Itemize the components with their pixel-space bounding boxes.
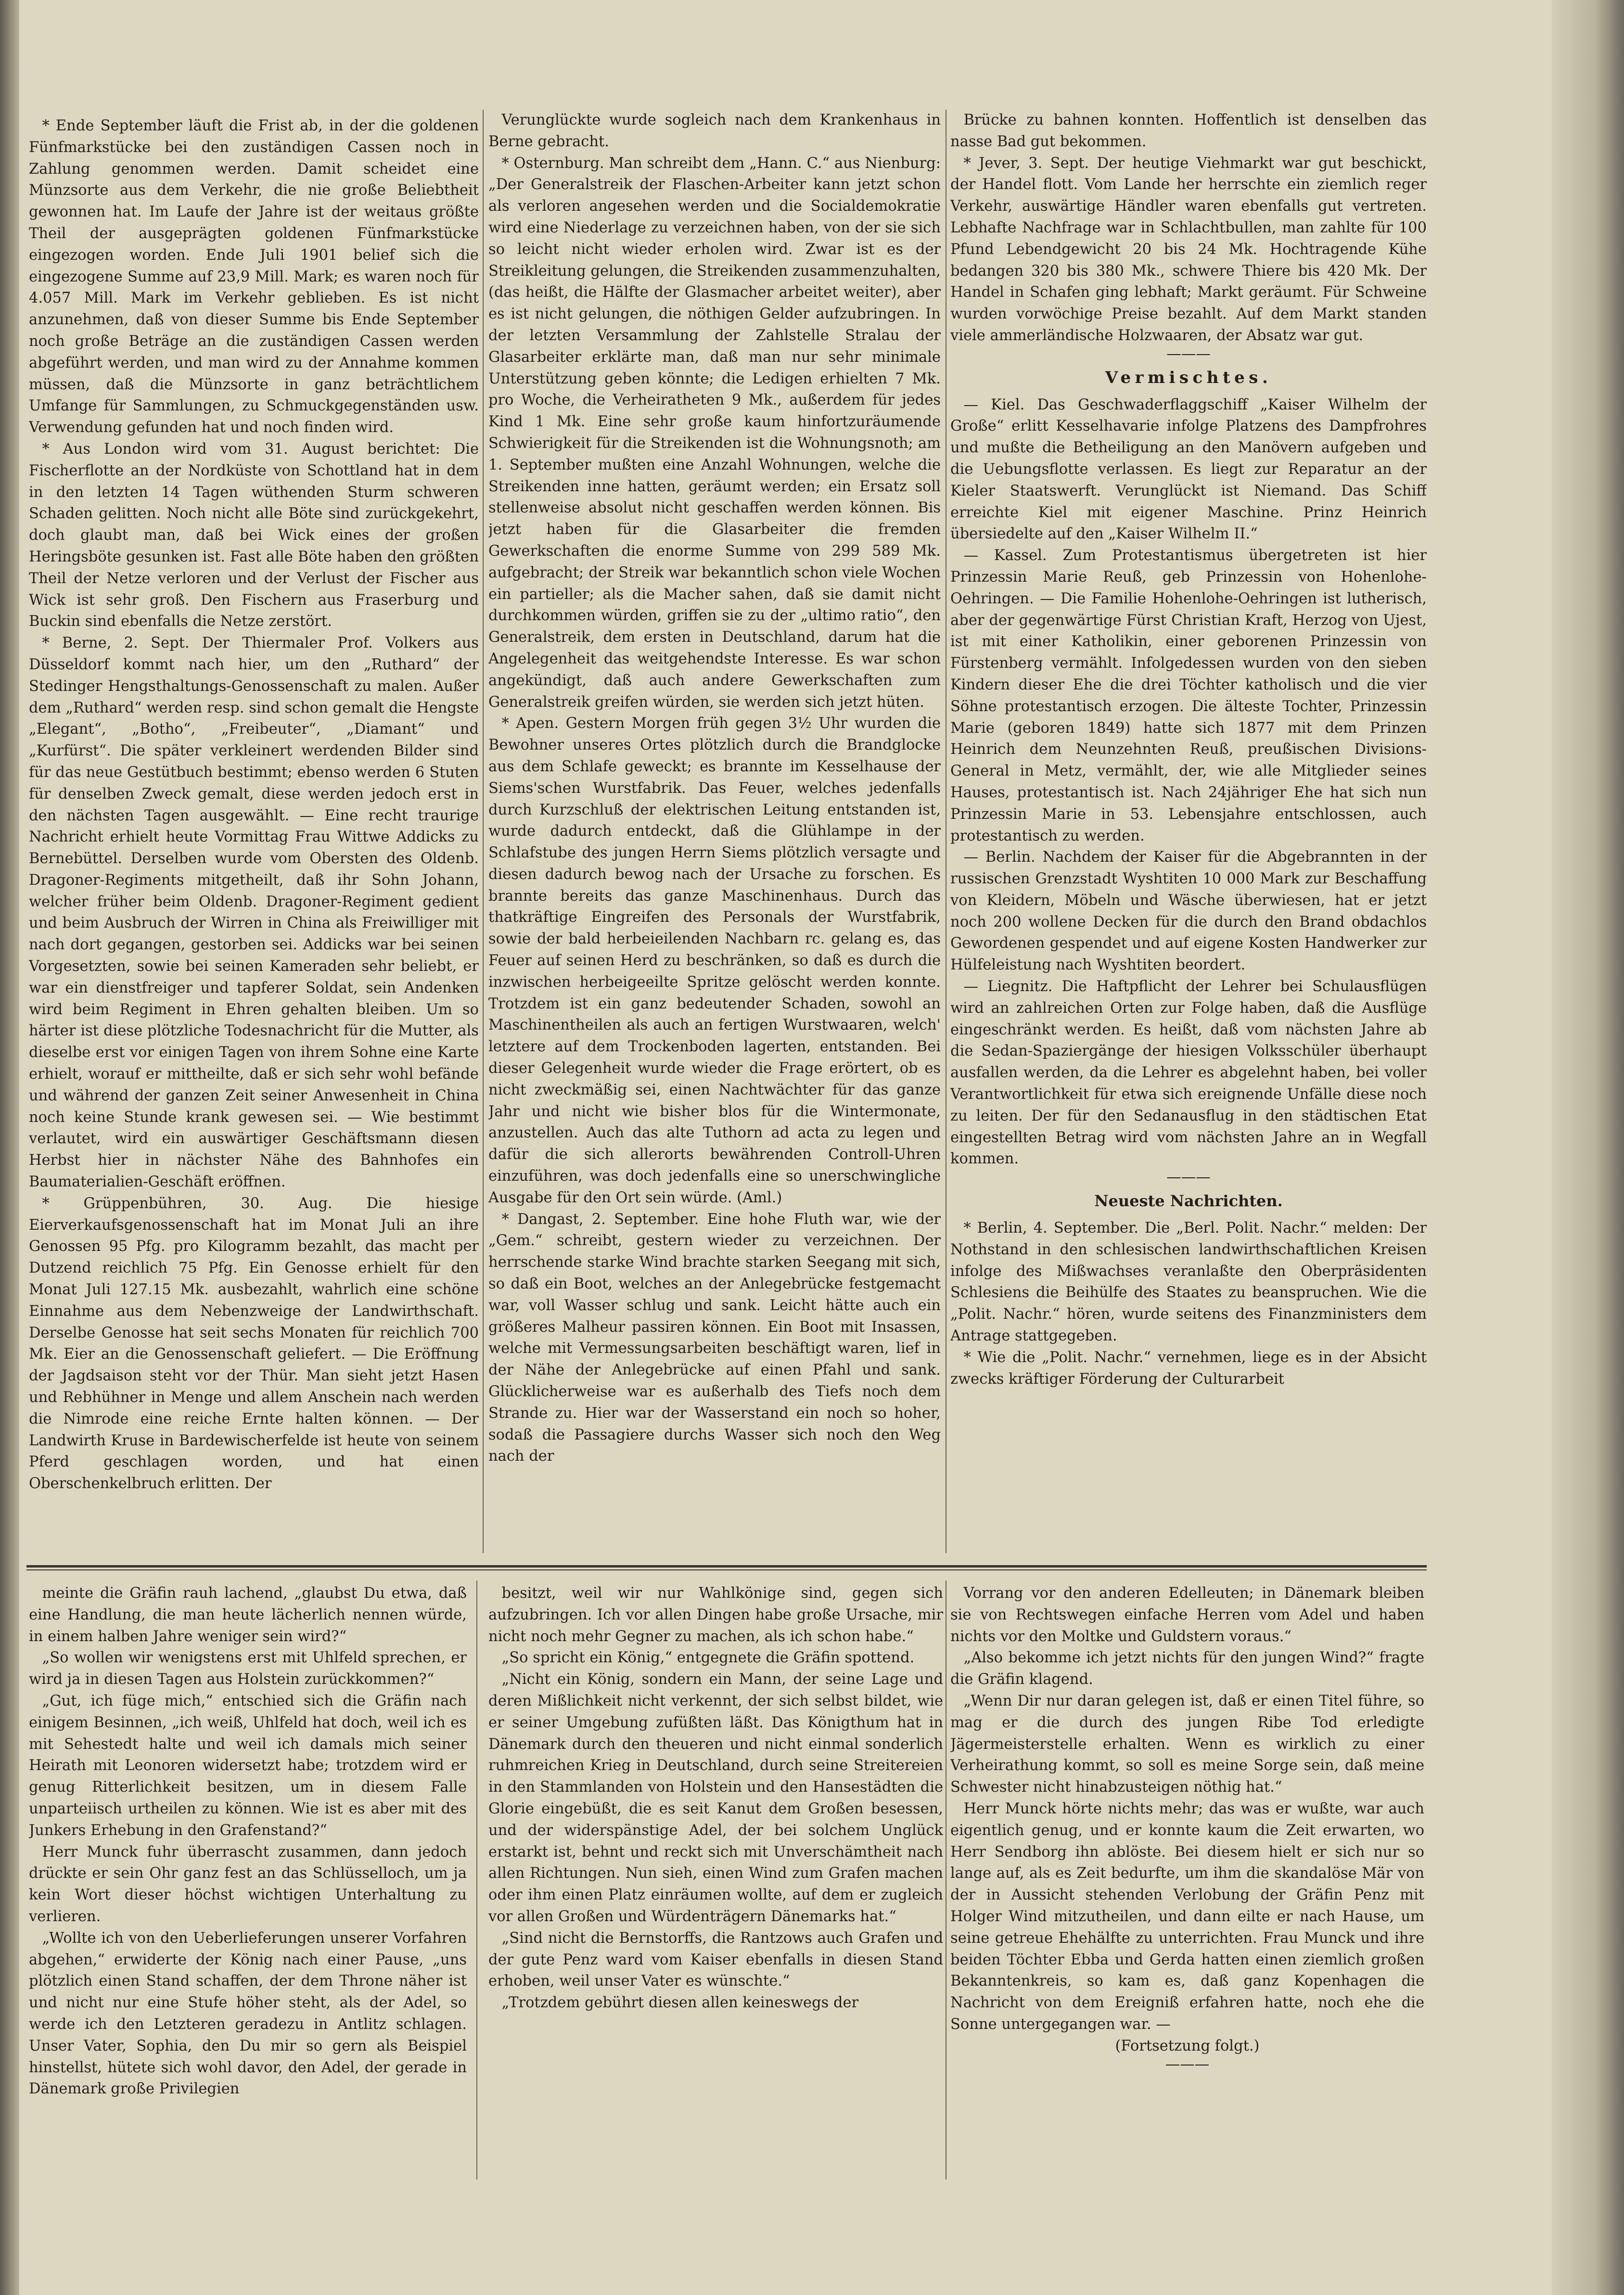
article-liegnitz: — Liegnitz. Die Haftpflicht der Lehrer bei Schulausflügen wird an zahlreichen Orten zur Folge haben, daß die Ausflüge eingeschränkt werden. Es heißt, daß vom nächsten Jahre ab die Sedan-Spaziergänge der hiesigen Volksschüler überhaupt ausfallen werden, da die Lehrer es abgelehnt haben, bei voller Verantwortlichkeit für etwa sich ereignende Unfälle diese noch zu leiten. Der für den Sedanausflug in den städtischen Etat eingestellten Betrag wird vom nächsten Jahre an in Wegfall kommen. [950, 978, 1427, 1168]
article-berne-continued: Verunglückte wurde sogleich nach dem Krankenhaus in Berne gebracht. [488, 112, 941, 150]
article-muenzen: * Ende September läuft die Frist ab, in der die goldenen Fünfmarkstücke bei den zuständigen Cassen noch in Zahlung genommen werden. Damit scheidet eine Münzsorte aus dem Verkehr, die nie große Beliebtheit gewonnen hat. Im Laufe der Jahre ist der weitaus größte Theil der ausgeprägten goldenen Fünfmarkstücke eingezogen worden. Ende Juli 1901 belief sich die eingezogene Summe auf 23,9 Mill. Mark; es waren noch für 4.057 Mill. Mark im Verkehr geblieben. Es ist nicht anzunehmen, daß von dieser Summe bis Ende September noch große Beträge an die zuständigen Cassen werden abgeführt werden, und man wird zu der Annahme kommen müssen, daß die Münzsorte in ganz beträchtlichem Umfange für Sammlungen, zu Schmuckgegenständen usw. Verwendung gefunden hat und noch finden wird. [29, 117, 479, 436]
article-polit-nachr: * Wie die „Polit. Nachr.“ vernehmen, liege es in der Absicht zwecks kräftiger Förderung der Culturarbeit [950, 1349, 1427, 1388]
feuilleton-rule [26, 1565, 1427, 1568]
novel-paragraph: „Also bekomme ich jetzt nichts für den jungen Wind?“ fragte die Gräfin klagend. [950, 1649, 1424, 1688]
article-kiel: — Kiel. Das Geschwaderflaggschiff „Kaiser Wilhelm der Große“ erlitt Kesselhavarie infolge Platzens des Dampfrohres und mußte die Betheiligung an den Manövern aufgeben und die Uebungsflotte verlassen. Es liegt zur Reparatur an der Kieler Staatswerft. Verunglückt ist Niemand. Das Schiff erreichte Kiel mit eigener Maschine. Prinz Heinrich übersiedelte auf den „Kaiser Wilhelm II.“ [950, 396, 1427, 543]
column-divider [483, 110, 484, 1553]
article-jever: * Jever, 3. Sept. Der heutige Viehmarkt war gut beschickt, der Handel flott. Vom Lande her herrschte ein ziemlich reger Verkehr, auswärtige Händler waren ebenfalls gut vertreten. Lebhafte Nachfrage war in Schlachtbullen, man zahlte für 100 Pfund Lebendgewicht 20 bis 24 Mk. Hochtragende Kühe bedangen 320 bis 380 Mk., schwere Thiere bis 420 Mk. Der Handel in Schafen ging lebhaft; Markt geräumt. Für Schweine wurden vorwöchige Preise bezahlt. Auf dem Markt standen viele ammerländische Holzwaaren, der Absatz war gut. [950, 154, 1427, 344]
novel-paragraph: Herr Munck fuhr überrascht zusammen, dann jedoch drückte er sein Ohr ganz fest an das Schlüsselloch, um ja kein Wort dieser höchst wichtigen Unterhaltung zu verlieren. [29, 1843, 467, 1925]
feuilleton-column-1 [29, 1583, 467, 2180]
article-berne: * Berne, 2. Sept. Der Thiermaler Prof. Volkers aus Düsseldorf kommt nach hier, um den „Ruthard“ der Stedinger Hengsthaltungs-Genossenschaft zu malen. Außer dem „Ruthard“ werden resp. sind schon gemalt die Hengste „Elegant“, „Botho“, „Freibeuter“, „Diamant“ und „Kurfürst“. Die später verkleinert werdenden Bilder sind für das neue Gestütbuch bestimmt; ebenso werden 6 Stuten für denselben Zweck gemalt, diese werden jedoch erst in den nächsten Tagen ausgewählt. — Eine recht traurige Nachricht erhielt heute Vormittag Frau Wittwe Addicks zu Bernebüttel. Derselben wurde vom Obersten des Oldenb. Dragoner-Regiments mitgetheilt, daß ihr Sohn Johann, welcher früher beim Oldenb. Dragoner-Regiment gedient und beim Ausbruch der Wirren in China als Freiwilliger mit nach dort gegangen, gestorben sei. Addicks war bei seinen Vorgesetzten, sowie bei seinen Kameraden sehr beliebt, er war ein dienstfreiger und tapferer Soldat, sein Andenken wird beim Regiment in Ehren gehalten bleiben. Um so härter ist diese plötzliche Todesnachricht für die Mutter, als dieselbe erst vor einigen Tagen von ihrem Sohne eine Karte erhielt, worauf er mittheilte, daß er sich sehr wohl befände und während der ganzen Zeit seiner Anwesenheit in China noch keine Stunde krank gewesen sei. — Wie bestimmt verlautet, wird ein auswärtiger Geschäftsmann diesen Herbst hier in nächster Nähe des Bahnhofes ein Baumaterialien-Geschäft eröffnen. [29, 635, 479, 1191]
section-heading-vermischtes: Vermischtes. [1105, 368, 1272, 387]
page-edge-margin [1552, 0, 1624, 2295]
novel-paragraph: Herr Munck hörte nichts mehr; das was er wußte, war auch eigentlich genug, und er konnte kaum die Zeit erwarten, wo Herr Sendborg ihn ablöste. Bei diesem hielt er sich nur so lange auf, als es Zeit bedurfte, um ihm die skandalöse Mär von der in Aussicht stehenden Verlobung der Gräfin Penz mit Holger Wind mitzutheilen, und dann eilte er nach Hause, um seine getreue Ehehälfte zu unterrichten. Frau Munck und ihre beiden Töchter Ebba und Gerda hatten einen ziemlich großen Bekanntenkreis, so kam es, daß ganz Kopenhagen die Nachricht von dem Ereigniß erfahren hatte, noch ehe die Sonne untergegangen war. — [950, 1800, 1424, 2033]
article-kassel: — Kassel. Zum Protestantismus übergetreten ist hier Prinzessin Marie Reuß, geb Prinzessin von Hohenlohe-Oehringen. — Die Familie Hohenlohe-Oehringen ist lutherisch, aber der gegenwärtige Fürst Christian Kraft, Herzog von Ujest, ist mit einer Katholikin, einer geborenen Prinzessin von Fürstenberg vermählt. Infolgedessen wurden von den sieben Kindern dieser Ehe die drei Töchter katholisch und die vier Söhne protestantisch erzogen. Die älteste Tochter, Prinzessin Marie (geboren 1849) hatte sich 1877 mit dem Prinzen Heinrich dem Neunzehnten Reuß, preußischen Divisions-General in Metz, vermählt, der, wie alle Mitglieder seines Hauses, protestantisch ist. Nach 24jähriger Ehe hat sich nun Prinzessin Marie in 53. Lebensjahre entschlossen, auch protestantisch zu werden. [950, 547, 1427, 844]
news-column-2 [488, 110, 941, 1553]
section-separator: ——— [1166, 345, 1211, 362]
novel-paragraph: „Trotzdem gebührt diesen allen keineswegs der [501, 1994, 859, 2012]
novel-paragraph: „So spricht ein König,“ entgegnete die Gräfin spottend. [501, 1649, 915, 1667]
novel-paragraph: „Wollte ich von den Ueberlieferungen unserer Vorfahren abgehen,“ erwiderte der König nach einer Pause, „uns plötzlich einen Stand schaffen, der dem Throne näher ist und nicht nur eine Stufe höher steht, als der Adel, so werde ich den Letzteren geradezu in Antlitz schlagen. Unser Vater, Sophia, den Du mir so gern als Beispiel hinstellst, hütete sich wohl davor, den Adel, der gerade in Dänemark große Privilegien [29, 1929, 467, 2098]
article-dangast-continued: Brücke zu bahnen konnten. Hoffentlich ist denselben das nasse Bad gut bekommen. [950, 112, 1427, 150]
news-column-1 [29, 115, 479, 1552]
article-grueppenbuehren: * Grüppenbühren, 30. Aug. Die hiesige Eierverkaufsgenossenschaft hat im Monat Juli an ihre Genossen 95 Pfg. pro Kilogramm bezahlt, das macht per Dutzend reichlich 75 Pfg. Ein Genosse erhielt für den Monat Juli 127.15 Mk. ausbezahlt, wahrlich eine schöne Einnahme aus dem Nebenzweige der Landwirthschaft. Derselbe Genosse hat seit sechs Monaten für reichlich 700 Mk. Eier an die Genossenschaft geliefert. — Die Eröffnung der Jagdsaison steht vor der Thür. Man sieht jetzt Hasen und Rebhühner in Menge und allem Anschein nach werden die Nimrode eine reiche Ernte halten können. — Der Landwirth Kruse in Bardewischerfelde ist heute von seinem Pferd geschlagen worden, und hat einen Oberschenkelbruch erlitten. Der [29, 1195, 479, 1492]
novel-paragraph: „Sind nicht die Bernstorffs, die Rantzows auch Grafen und der gute Penz ward vom Kaiser ebenfalls in diesen Stand erhoben, weil unser Vater es wünschte.“ [488, 1929, 943, 1990]
novel-paragraph: „Nicht ein König, sondern ein Mann, der seine Lage und deren Mißlichkeit nicht verkennt, der sich selbst bildet, wie er seiner Umgebung zufüßten läßt. Das Königthum hat in Dänemark durch den theueren und nicht einmal sonderlich ruhmreichen Krieg in Deutschland, durch seine Streitereien in den Stammlanden von Holstein und den Hansestädten die Glorie eingebüßt, die es seit Kanut dem Großen besessen, und der widerspänstige Adel, der bei solchem Unglück erstarkt ist, behnt und reckt sich mit Unverschämtheit nach allen Richtungen. Nun sieh, einen Wind zum Grafen machen oder ihm einen Platz einräumen wollte, auf dem er zugleich vor allen Großen und Würdenträgern Dänemarks hat.“ [488, 1671, 943, 1925]
book-gutter [0, 0, 19, 2295]
article-dangast: * Dangast, 2. September. Eine hohe Fluth war, wie der „Gem.“ schreibt, gestern wieder zu verzeichnen. Der herrschende starke Wind brachte starken Seegang mit sich, so daß ein Boot, welches an der Anlegebrücke festgemacht war, voll Wasser schlug und sank. Leicht hätte auch ein größeres Malheur passiren können. Ein Boot mit Insassen, welche mit Vermessungsarbeiten beschäftigt waren, lief in der Nähe der Anlegebrücke auf einen Pfahl und sank. Glücklicherweise war es außerhalb des Tiefs noch dem Strande zu. Hier war der Wasserstand ein noch so hoher, sodaß die Passagiere durchs Wasser sich noch den Weg nach der [488, 1211, 941, 1465]
novel-paragraph: Vorrang vor den anderen Edelleuten; in Dänemark bleiben sie von Rechtswegen einfache Herren vom Adel und haben nichts vor den Moltke und Guldstern voraus.“ [950, 1585, 1424, 1645]
article-london-fischerflotte: * Aus London wird vom 31. August berichtet: Die Fischerflotte an der Nordküste von Schottland hat in dem in den letzten 14 Tagen wüthenden Sturm schweren Schaden gelitten. Noch nicht alle Böte sind zurückgekehrt, doch glaubt man, daß bei Wick eines der großen Heringsböte gesunken ist. Fast alle Böte haben den größten Theil der Netze verloren und der Verlust der Fischer aus Wick ist sehr groß. Den Fischern aus Fraserburg und Buckin sind ebenfalls die Netze zerstört. [29, 440, 479, 630]
novel-paragraph: besitzt, weil wir nur Wahlkönige sind, gegen sich aufzubringen. Ich vor allen Dingen habe große Ursache, mir nicht noch mehr Gegner zu machen, als ich schon habe.“ [488, 1585, 943, 1645]
feuilleton-rule-thin [26, 1569, 1427, 1570]
news-column-3 [950, 110, 1427, 1553]
novel-paragraph: „So wollen wir wenigstens erst mit Uhlfeld sprechen, er wird ja in diesen Tagen aus Holstein zurückkommen?“ [29, 1649, 467, 1688]
continuation-note: (Fortsetzung folgt.) [1115, 2037, 1260, 2054]
article-berlin-nothstand: * Berlin, 4. September. Die „Berl. Polit. Nachr.“ melden: Der Nothstand in den schlesischen landwirthschaftlichen Kreisen infolge des Mißwachses veranlaßte den Oberpräsidenten Schlesiens die Beihülfe des Staates zu beanspruchen. Wie die „Polit. Nachr.“ hören, wurde seitens des Finanzministers dem Antrage stattgegeben. [950, 1220, 1427, 1345]
article-osternburg: * Osternburg. Man schreibt dem „Hann. C.“ aus Nienburg: „Der Generalstreik der Flaschen-Arbeiter kann jetzt schon als verloren angesehen werden und die Socialdemokratie wird eine Niederlage zu verzeichnen haben, von der sie sich so leicht nicht wieder erholen wird. Zwar ist es der Streikleitung gelungen, die Streikenden zusammenzuhalten, (das heißt, die Hälfte der Glasmacher arbeitet weiter), aber es ist nicht gelungen, die nöthigen Gelder aufzubringen. In der letzten Versammlung der Zahlstelle Stralau der Glasarbeiter erklärte man, daß man nur sehr minimale Unterstützung geben könnte; die Ledigen erhielten 7 Mk. pro Woche, die Verheiratheten 9 Mk., außerdem für jedes Kind 1 Mk. Eine sehr große kaum hinfortzuräumende Schwierigkeit für die Streikenden ist die Wohnungsnoth; am 1. September mußten eine Anzahl Wohnungen, welche die Streikenden inne hatten, geräumt werden; ein Ersatz soll stellenweise absolut nicht geschaffen werden können. Bis jetzt haben für die Glasarbeiter die fremden Gewerkschaften die enorme Summe von 299 589 Mk. aufgebracht; der Streik war bekanntlich schon viele Wochen ein partieller; als die Macher sahen, daß sie damit nicht durchkommen würden, griffen sie zu der „ultimo ratio“, den Generalstreik, dem ersten in Deutschland, darum hat die Angelegenheit das weitgehendste Interesse. Es war schon angekündigt, daß auch andere Gewerkschaften zum Generalstreik greifen würden, sie werden sich jetzt hüten. [488, 154, 941, 711]
novel-paragraph: „Gut, ich füge mich,“ entschied sich die Gräfin nach einigem Besinnen, „ich weiß, Uhlfeld hat doch, weil ich es mit Sehestedt halte und weil ich damals mich seiner Heirath mit Leonoren widersetzt habe; trotzdem wird er genug Ritterlichkeit besitzen, um in diesem Falle unparteiisch urtheilen zu können. Wie ist es aber mit des Junkers Erhebung in den Grafenstand?“ [29, 1692, 467, 1839]
novel-paragraph: „Wenn Dir nur daran gelegen ist, daß er einen Titel führe, so mag er die durch des jungen Ribe Tod erledigte Jägermeisterstelle erhalten. Wenn es wirklich zu einer Verheirathung kommt, so soll es meine Sorge sein, daß meine Schwester nicht hinabzusteigen nöthig hat.“ [950, 1692, 1424, 1796]
article-apen: * Apen. Gestern Morgen früh gegen 3½ Uhr wurden die Bewohner unseres Ortes plötzlich durch die Brandglocke aus dem Schlafe geweckt; es brannte im Kesselhause der Siems'schen Wurstfabrik. Das Feuer, welches jedenfalls durch Kurzschluß der elektrischen Leitung entstanden ist, wurde dadurch entdeckt, daß die Glühlampe in der Schlafstube des jungen Herrn Siems plötzlich versagte und diesen dadurch bewog nach der Ursache zu forschen. Es brannte bereits das ganze Maschinenhaus. Durch das thatkräftige Eingreifen des Personals der Wurstfabrik, sowie der bald herbeieilenden Nachbarn rc. gelang es, das Feuer auf seinen Herd zu beschränken, so daß es durch die inzwischen herbeigeeilte Spritze gelöscht werden konnte. Trotzdem ist ein ganz bedeutender Schaden, sowohl an Maschinentheilen als auch an fertigen Wurstwaaren, welch' letztere auf dem Trockenboden lagerten, entstanden. Bei dieser Gelegenheit wurde wieder die Frage erörtert, ob es nicht zweckmäßig sei, einen Nachtwächter für das ganze Jahr und nicht wie bisher blos für die Wintermonate, anzustellen. Auch das alte Tuthorn ad acta zu legen und dafür die sich allerorts bewährenden Controll-Uhren einzuführen, was doch jedenfalls eine so unerschwingliche Ausgabe für den Ort sein würde. (Aml.) [488, 715, 941, 1206]
novel-paragraph: meinte die Gräfin rauh lachend, „glaubst Du etwa, daß eine Handlung, die man heute lächerlich nennen würde, in einem halben Jahre weniger sein wird?“ [29, 1585, 467, 1645]
article-berlin-wyshtiten: — Berlin. Nachdem der Kaiser für die Abgebrannten in der russischen Grenzstadt Wyshtiten 10 000 Mark zur Beschaffung von Kleidern, Möbeln und Wäsche überwiesen, hat er jetzt noch 200 wollene Decken für die durch den Brand obdachlos Gewordenen gespendet und auf eigene Kosten Handwerker zur Hülfeleistung nach Wyshtiten beordert. [950, 849, 1427, 974]
feuilleton-column-3 [950, 1583, 1424, 2180]
feuilleton-column-2 [488, 1583, 943, 2180]
section-separator: ——— [1166, 1169, 1211, 1186]
section-heading-neueste-nachrichten: Neueste Nachrichten. [1094, 1192, 1283, 1211]
column-divider [476, 1581, 477, 2180]
end-separator: ——— [1165, 2055, 1210, 2073]
